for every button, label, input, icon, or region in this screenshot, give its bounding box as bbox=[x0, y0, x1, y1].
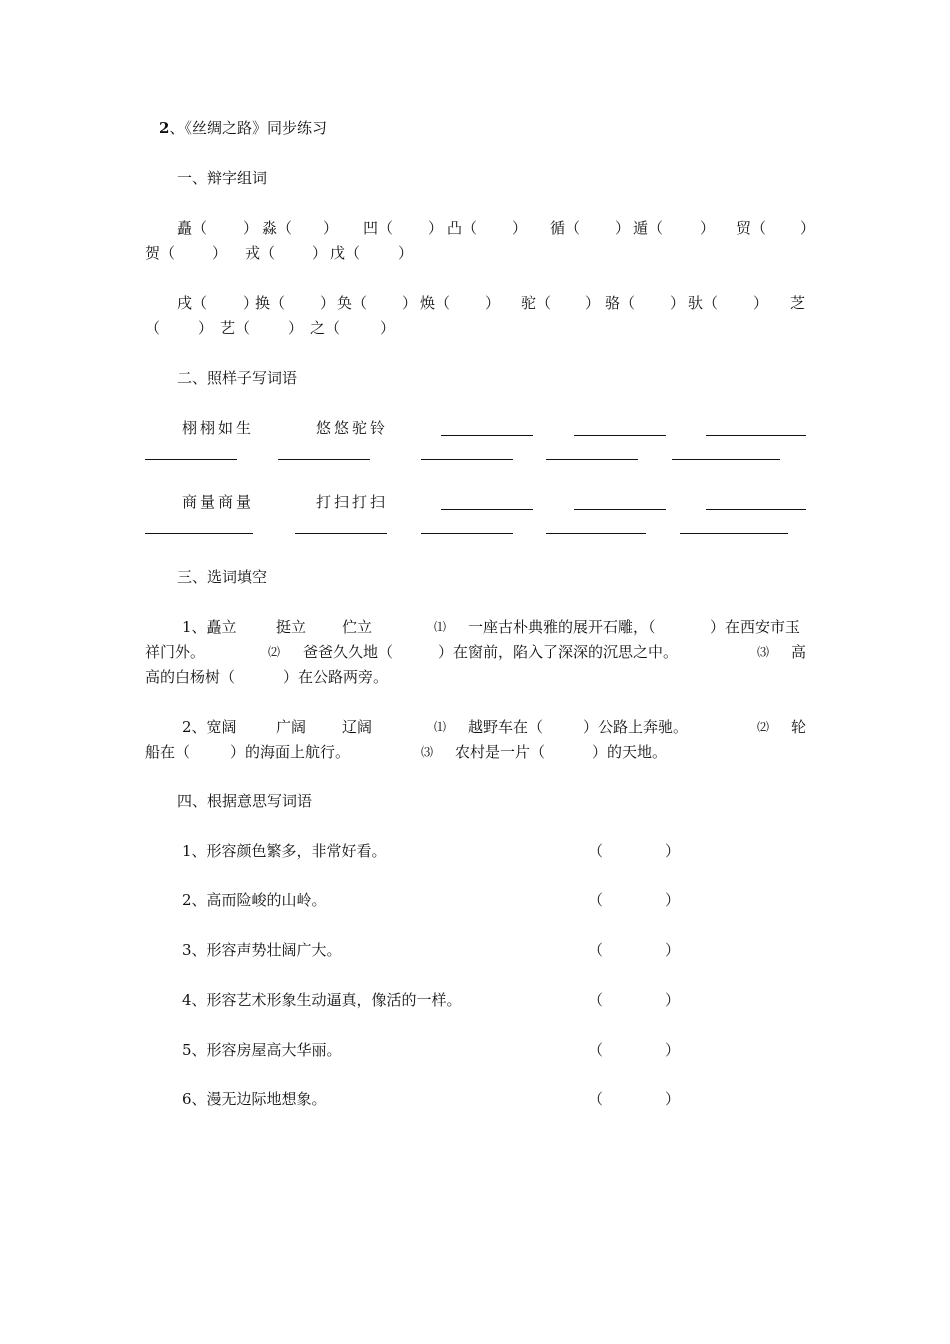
answer-blank[interactable] bbox=[145, 459, 237, 460]
word-option: 1、矗立 bbox=[182, 618, 237, 636]
answer-paren-close[interactable]: ） bbox=[665, 1041, 681, 1059]
example-phrase: 栩栩如生 bbox=[182, 419, 255, 437]
sentence-text: ）的海面上航行。 bbox=[230, 743, 351, 761]
char-item: 循（ bbox=[550, 219, 581, 237]
answer-blank[interactable] bbox=[421, 533, 513, 534]
answer-paren-open[interactable]: （ bbox=[588, 941, 604, 959]
sentence-text: ）在窗前，陷入了深深的沉思之中。 bbox=[438, 643, 679, 661]
sub-number: ⑴ bbox=[434, 720, 447, 734]
paren-close: ） bbox=[243, 219, 259, 237]
paren-close: ） bbox=[198, 319, 214, 337]
section-heading: 三、选词填空 bbox=[177, 568, 268, 586]
answer-blank[interactable] bbox=[295, 533, 387, 534]
paren-close: ） bbox=[212, 244, 228, 262]
paren-close: ） bbox=[512, 219, 528, 237]
answer-blank[interactable] bbox=[574, 509, 666, 510]
paren-close: ） bbox=[320, 294, 336, 312]
paren-close: ） bbox=[700, 219, 716, 237]
section-heading: 四、根据意思写词语 bbox=[177, 792, 313, 810]
char-item: 奂（ bbox=[337, 294, 368, 312]
sub-number: ⑶ bbox=[757, 645, 770, 659]
answer-blank[interactable] bbox=[672, 459, 780, 460]
sentence-text: 爸爸久久地（ bbox=[303, 643, 394, 661]
sentence-text: 越野车在（ bbox=[468, 718, 544, 736]
sentence-text: ）公路上奔驰。 bbox=[583, 718, 689, 736]
char-item: 骆（ bbox=[605, 294, 636, 312]
sentence-text: ）在西安市玉 bbox=[710, 618, 801, 636]
meaning-text: 3、形容声势壮阔广大。 bbox=[182, 941, 342, 959]
char-item: 焕（ bbox=[420, 294, 451, 312]
char-item: 贺（ bbox=[145, 244, 176, 262]
paren-close: ） bbox=[402, 294, 418, 312]
paren-close: ） bbox=[243, 294, 259, 312]
sub-number: ⑵ bbox=[268, 645, 281, 659]
char-item: 贸（ bbox=[736, 219, 767, 237]
answer-paren-open[interactable]: （ bbox=[588, 1090, 604, 1108]
word-option: 挺立 bbox=[276, 618, 307, 636]
char-item: 驼（ bbox=[521, 294, 552, 312]
meaning-text: 6、漫无边际地想象。 bbox=[182, 1090, 327, 1108]
sub-number: ⑵ bbox=[757, 720, 770, 734]
char-item: 艺（ bbox=[220, 319, 251, 337]
sub-number: ⑶ bbox=[421, 745, 434, 759]
answer-blank[interactable] bbox=[680, 533, 788, 534]
char-item: 矗（ bbox=[177, 219, 208, 237]
sentence-text: 船在（ bbox=[145, 743, 191, 761]
sentence-text: 一座古朴典雅的展开石雕，（ bbox=[468, 618, 656, 636]
answer-blank[interactable] bbox=[546, 459, 638, 460]
answer-paren-open[interactable]: （ bbox=[588, 991, 604, 1009]
char-item: 驮（ bbox=[688, 294, 719, 312]
example-phrase: 打扫打扫 bbox=[316, 493, 389, 511]
paren-close: ） bbox=[615, 219, 631, 237]
paren-close: ） bbox=[485, 294, 501, 312]
sentence-text: 祥门外。 bbox=[145, 643, 206, 661]
word-option: 2、宽阔 bbox=[182, 718, 237, 736]
answer-blank[interactable] bbox=[706, 435, 806, 436]
answer-blank[interactable] bbox=[145, 533, 253, 534]
char-item: 凸（ bbox=[447, 219, 478, 237]
sentence-text: 高 bbox=[791, 643, 807, 661]
paren-close: ） bbox=[800, 219, 816, 237]
answer-blank[interactable] bbox=[706, 509, 806, 510]
title-number: 2 bbox=[159, 119, 170, 137]
answer-blank[interactable] bbox=[546, 533, 646, 534]
word-option: 辽阔 bbox=[342, 718, 373, 736]
char-item: 戊（ bbox=[330, 244, 361, 262]
example-phrase: 悠悠驼铃 bbox=[316, 419, 389, 437]
char-item: 换（ bbox=[255, 294, 286, 312]
sentence-text: ）的天地。 bbox=[592, 743, 668, 761]
paren-open: （ bbox=[145, 319, 161, 337]
char-item: 遁（ bbox=[633, 219, 664, 237]
section-heading: 二、照样子写词语 bbox=[177, 369, 298, 387]
paren-close: ） bbox=[428, 219, 444, 237]
sentence-text: 轮 bbox=[791, 718, 807, 736]
word-option: 伫立 bbox=[342, 618, 373, 636]
answer-paren-close[interactable]: ） bbox=[665, 941, 681, 959]
sentence-text: 高的白杨树（ bbox=[145, 668, 236, 686]
char-item: 之（ bbox=[310, 319, 341, 337]
char-item: 芝 bbox=[790, 294, 806, 312]
answer-paren-close[interactable]: ） bbox=[665, 991, 681, 1009]
paren-close: ） bbox=[288, 319, 304, 337]
char-item: 淼（ bbox=[262, 219, 293, 237]
answer-blank[interactable] bbox=[441, 435, 533, 436]
sentence-text: ）在公路两旁。 bbox=[283, 668, 389, 686]
meaning-text: 2、高而险峻的山岭。 bbox=[182, 891, 327, 909]
meaning-text: 5、形容房屋高大华丽。 bbox=[182, 1041, 342, 1059]
answer-blank[interactable] bbox=[441, 509, 533, 510]
meaning-text: 4、形容艺术形象生动逼真，像活的一样。 bbox=[182, 991, 462, 1009]
answer-paren-close[interactable]: ） bbox=[665, 1090, 681, 1108]
answer-blank[interactable] bbox=[278, 459, 370, 460]
paren-close: ） bbox=[670, 294, 686, 312]
answer-blank[interactable] bbox=[421, 459, 513, 460]
answer-paren-open[interactable]: （ bbox=[588, 891, 604, 909]
sentence-text: 农村是一片（ bbox=[455, 743, 546, 761]
word-option: 广阔 bbox=[276, 718, 307, 736]
char-item: 戌（ bbox=[177, 294, 208, 312]
answer-paren-close[interactable]: ） bbox=[665, 842, 681, 860]
paren-close: ） bbox=[380, 319, 396, 337]
example-phrase: 商量商量 bbox=[182, 493, 255, 511]
answer-paren-close[interactable]: ） bbox=[665, 891, 681, 909]
char-item: 戎（ bbox=[245, 244, 276, 262]
paren-close: ） bbox=[323, 219, 339, 237]
section-heading: 一、辩字组词 bbox=[177, 169, 268, 187]
paren-close: ） bbox=[312, 244, 328, 262]
title-text: 、《丝绸之路》同步练习 bbox=[169, 119, 327, 137]
answer-blank[interactable] bbox=[574, 435, 666, 436]
paren-close: ） bbox=[753, 294, 769, 312]
char-item: 凹（ bbox=[363, 219, 394, 237]
answer-paren-open[interactable]: （ bbox=[588, 842, 604, 860]
sub-number: ⑴ bbox=[434, 620, 447, 634]
paren-close: ） bbox=[398, 244, 414, 262]
answer-paren-open[interactable]: （ bbox=[588, 1041, 604, 1059]
paren-close: ） bbox=[585, 294, 601, 312]
meaning-text: 1、形容颜色繁多，非常好看。 bbox=[182, 842, 387, 860]
